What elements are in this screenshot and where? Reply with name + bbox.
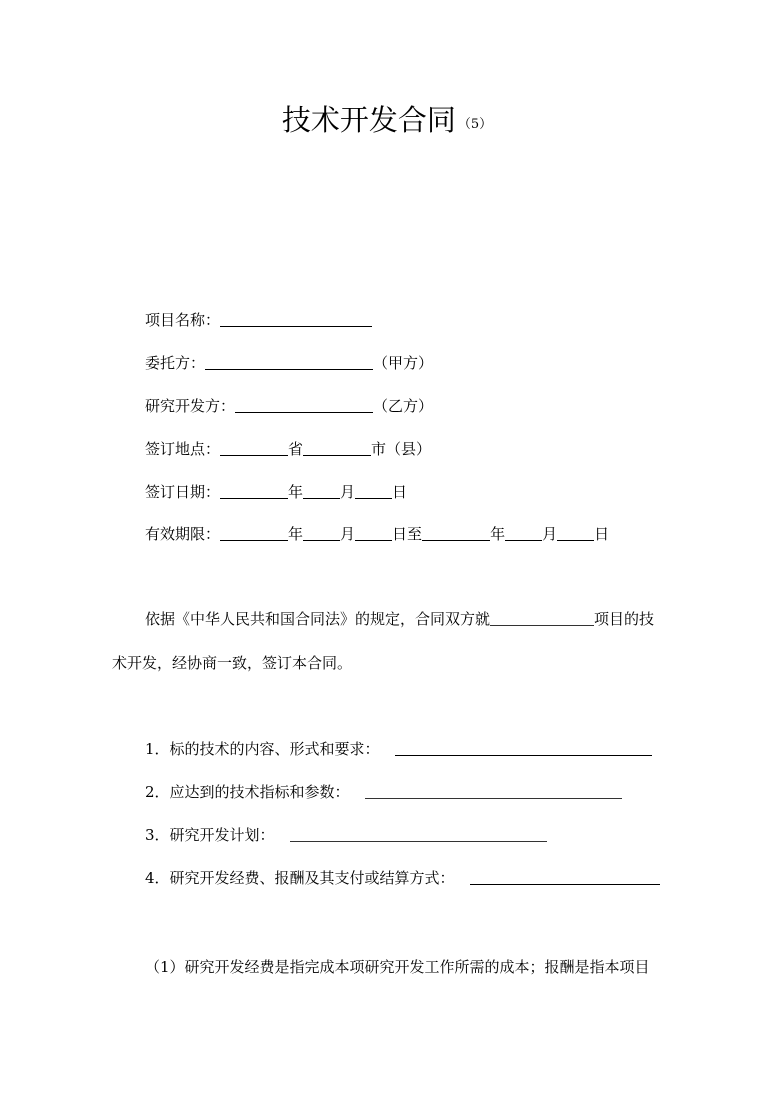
validity-month2-text: 月 <box>542 525 558 543</box>
date-day-text: 日 <box>392 483 408 501</box>
city-blank[interactable] <box>303 439 371 456</box>
date-label: 签订日期： <box>145 483 221 501</box>
item-4-blank[interactable] <box>470 868 660 885</box>
validity-dayto-text: 日至 <box>392 525 423 543</box>
date-month-text: 月 <box>340 483 356 501</box>
intro-project-blank[interactable] <box>490 609 594 626</box>
document-title <box>0 98 774 147</box>
item-2-row <box>145 781 622 803</box>
item-4-row <box>145 867 660 889</box>
intro-line-2 <box>112 652 352 674</box>
validity-year2-blank[interactable] <box>422 524 490 541</box>
item-2-text: 2．应达到的技术指标和参数： <box>145 783 350 801</box>
item-1-row <box>145 738 652 760</box>
validity-month-blank[interactable] <box>303 524 340 541</box>
city-text: 市（县） <box>371 440 432 458</box>
validity-day-blank[interactable] <box>355 524 392 541</box>
province-blank[interactable] <box>220 439 288 456</box>
validity-row <box>145 523 609 545</box>
validity-day2-blank[interactable] <box>557 524 594 541</box>
validity-year2-text: 年 <box>490 525 506 543</box>
client-blank[interactable] <box>205 353 373 370</box>
item-1-text: 1．标的技术的内容、形式和要求： <box>145 740 380 758</box>
item-3-row <box>145 824 547 846</box>
clause-1-text: （1）研究开发经费是指完成本项研究开发工作所需的成本；报酬是指本项目 <box>145 958 650 976</box>
item-4-text: 4．研究开发经费、报酬及其支付或结算方式： <box>145 869 455 887</box>
date-month-blank[interactable] <box>303 482 340 499</box>
date-year-text: 年 <box>288 483 304 501</box>
item-3-blank[interactable] <box>290 825 547 842</box>
project-name-blank[interactable] <box>220 310 372 327</box>
intro-line-1 <box>145 608 654 630</box>
place-label: 签订地点： <box>145 440 221 458</box>
validity-day2-text: 日 <box>594 525 610 543</box>
validity-year-text: 年 <box>288 525 304 543</box>
validity-month2-blank[interactable] <box>505 524 542 541</box>
date-row <box>145 481 407 503</box>
intro-part2: 项目的技 <box>594 610 655 628</box>
project-name-label: 项目名称： <box>145 311 221 329</box>
place-row <box>145 438 431 460</box>
intro-part1: 依据《中华人民共和国合同法》的规定，合同双方就 <box>145 610 491 628</box>
validity-year-blank[interactable] <box>220 524 288 541</box>
province-text: 省 <box>288 440 304 458</box>
project-name-row <box>145 309 372 331</box>
item-3-text: 3．研究开发计划： <box>145 826 275 844</box>
item-1-blank[interactable] <box>395 739 652 756</box>
client-label: 委托方： <box>145 354 206 372</box>
developer-label: 研究开发方： <box>145 397 236 415</box>
developer-row <box>145 395 433 417</box>
validity-label: 有效期限： <box>145 525 221 543</box>
date-day-blank[interactable] <box>355 482 392 499</box>
item-2-blank[interactable] <box>365 782 622 799</box>
clause-1 <box>145 956 650 978</box>
title-main: 技术开发合同 <box>281 103 456 137</box>
developer-suffix: （乙方） <box>373 397 434 415</box>
intro-part3: 术开发，经协商一致，签订本合同。 <box>112 654 353 672</box>
client-row <box>145 352 433 374</box>
client-suffix: （甲方） <box>373 354 434 372</box>
developer-blank[interactable] <box>235 396 373 413</box>
validity-month-text: 月 <box>340 525 356 543</box>
title-suffix: （5） <box>457 117 493 132</box>
date-year-blank[interactable] <box>220 482 288 499</box>
